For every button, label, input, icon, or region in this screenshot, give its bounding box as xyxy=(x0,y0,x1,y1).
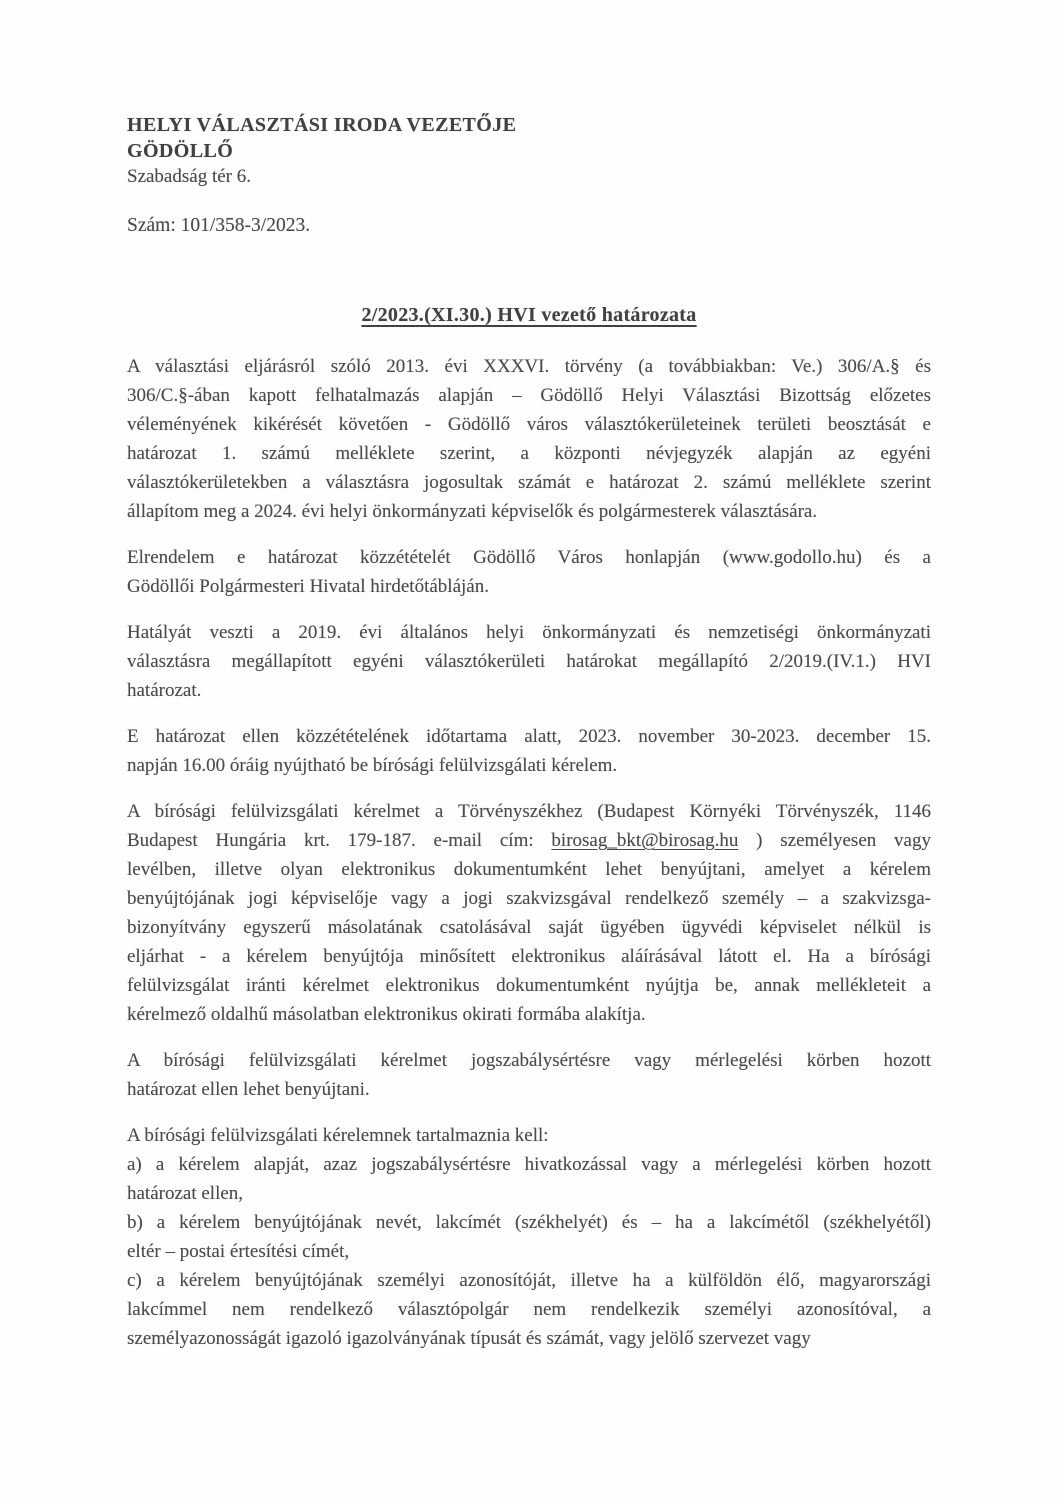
text-line: A bírósági felülvizsgálati kérelmet a Törvényszékhez (Budapest Környéki Törvényszék, 1146 xyxy=(127,801,931,822)
reference-number: Szám: 101/358-3/2023. xyxy=(127,215,311,236)
text-line: A választási eljárásról szóló 2013. évi XXXVI. törvény (a továbbiakban: Ve.) 306/A.§ és xyxy=(127,356,931,377)
document-title xyxy=(127,301,931,330)
text-line: bizonyítvány egyszerű másolatának csatolásával saját ügyében ügyvédi képviselet nélkül is xyxy=(127,917,931,938)
sender-name: HELYI VÁLASZTÁSI IRODA VEZETŐJE xyxy=(127,114,517,136)
text-line: kérelmező oldalhű másolatban elektronikus okirati formába alakítja. xyxy=(127,1004,646,1025)
text-line: határozat ellen lehet benyújtani. xyxy=(127,1079,370,1100)
text-span: ) személyesen vagy xyxy=(738,830,931,851)
text-span: Budapest Hungária krt. 179-187. e-mail cím: xyxy=(127,830,552,851)
text-line: Elrendelem e határozat közzétételét Gödöllő Város honlapján (www.godollo.hu) és a xyxy=(127,547,931,568)
text-line: b) a kérelem benyújtójának nevét, lakcímét (székhelyét) és – ha a lakcímétől (székhelyétől) xyxy=(127,1212,931,1233)
text-line: napján 16.00 óráig nyújtható be bírósági felülvizsgálati kérelem. xyxy=(127,755,618,776)
document-title-text: 2/2023.(XI.30.) HVI vezető határozata xyxy=(361,304,697,326)
paragraph xyxy=(127,722,931,780)
text-line xyxy=(127,826,931,855)
document-body xyxy=(127,352,931,1353)
text-line: E határozat ellen közzétételének időtartama alatt, 2023. november 30-2023. december 15. xyxy=(127,726,931,747)
sender-city: GÖDÖLLŐ xyxy=(127,140,234,162)
text-line: Gödöllői Polgármesteri Hivatal hirdetőtábláján. xyxy=(127,576,489,597)
text-line: határozat ellen, xyxy=(127,1183,244,1204)
text-line: levélben, illetve olyan elektronikus dokumentumként lehet benyújtani, amelyet a kérelem xyxy=(127,859,931,880)
text-line: benyújtójának jogi képviselője vagy a jogi szakvizsgával rendelkező személy – a szakvizsga- xyxy=(127,888,931,909)
sender-address: Szabadság tér 6. xyxy=(127,166,251,187)
text-line: választókerületekben a választásra jogosultak számát e határozat 2. számú melléklete szerint xyxy=(127,472,931,493)
text-line: A bírósági felülvizsgálati kérelemnek tartalmaznia kell: xyxy=(127,1125,549,1146)
paragraph xyxy=(127,1121,931,1353)
paragraph xyxy=(127,797,931,1029)
text-line: A bírósági felülvizsgálati kérelmet jogszabálysértésre vagy mérlegelési körben hozott xyxy=(127,1050,931,1071)
text-line: a) a kérelem alapját, azaz jogszabálysértésre hivatkozással vagy a mérlegelési körben hozott xyxy=(127,1154,931,1175)
text-line: személyazonosságát igazoló igazolványának típusát és számát, vagy jelölő szervezet vagy xyxy=(127,1328,811,1349)
text-line: állapítom meg a 2024. évi helyi önkormányzati képviselők és polgármesterek választására. xyxy=(127,501,818,522)
paragraph xyxy=(127,618,931,705)
sender-block xyxy=(127,112,931,190)
text-line: határozat. xyxy=(127,680,202,701)
paragraph xyxy=(127,352,931,526)
text-line: határozat 1. számú melléklete szerint, a központi névjegyzék alapján az egyéni xyxy=(127,443,931,464)
text-line: választásra megállapított egyéni választókerületi határokat megállapító 2/2019.(IV.1.) HVI xyxy=(127,651,931,672)
email-link[interactable]: birosag_bkt@birosag.hu xyxy=(551,830,739,851)
text-line: véleményének kikérését követően - Gödöllő város választókerületeinek területi beosztását e xyxy=(127,414,931,435)
paragraph xyxy=(127,1046,931,1104)
text-line: eljárhat - a kérelem benyújtója minősített elektronikus aláírásával látott el. Ha a bírósági xyxy=(127,946,931,967)
text-line: felülvizsgálat iránti kérelmet elektronikus dokumentumként nyújtja be, annak mellékleteit a xyxy=(127,975,931,996)
text-line: 306/C.§-ában kapott felhatalmazás alapján – Gödöllő Helyi Választási Bizottság előzetes xyxy=(127,385,931,406)
text-line: eltér – postai értesítési címét, xyxy=(127,1241,350,1262)
paragraph xyxy=(127,543,931,601)
text-line: Hatályát veszti a 2019. évi általános helyi önkormányzati és nemzetiségi önkormányzati xyxy=(127,622,931,643)
text-line: lakcímmel nem rendelkező választópolgár nem rendelkezik személyi azonosítóval, a xyxy=(127,1299,931,1320)
text-line: c) a kérelem benyújtójának személyi azonosítóját, illetve ha a külföldön élő, magyarországi xyxy=(127,1270,931,1291)
